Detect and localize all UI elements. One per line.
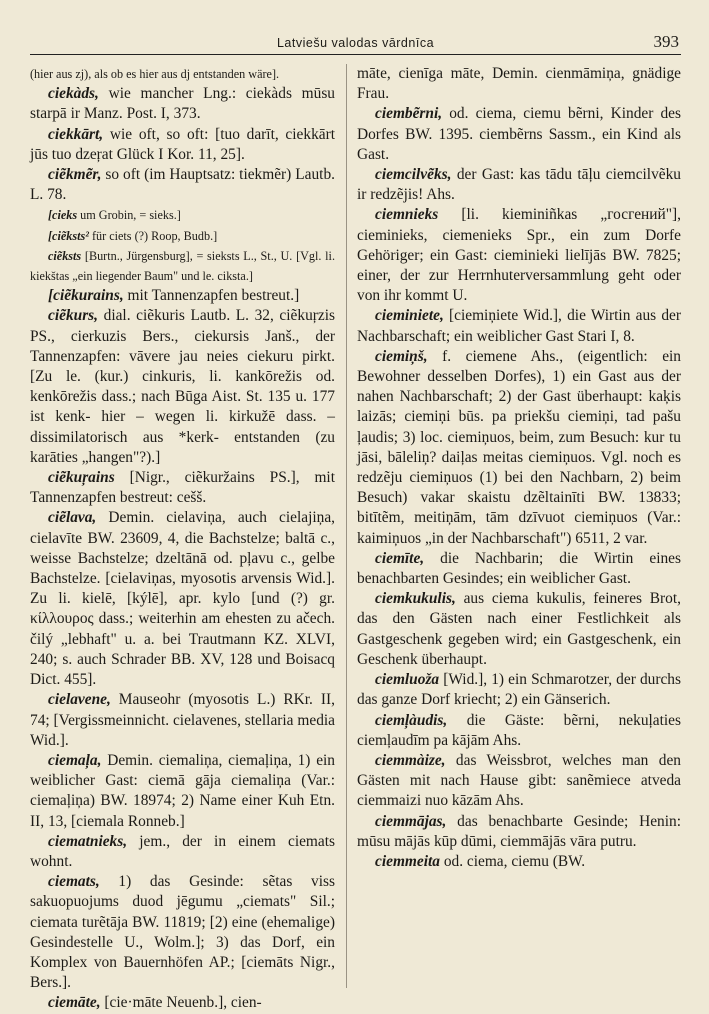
dictionary-entry xyxy=(30,64,335,84)
entry-definition: die Nachbarin; die Wirtin eines benachbarten Gesindes; ein weiblicher Gast. xyxy=(357,549,681,588)
entry-definition: Demin. cielaviņa, auch cielajiņa, cielavīte BW. 23609, 4, die Bachstelze; baltā c., weisse Bachstelze; dzeltānā od. pļavu c., gelbe Bachstelze. [cielaviņas, myosotis arvensis Wid.]. Zu li. kielē, [kýlē], apr. kylo [und (?) gr. κίλλουρος dass.; weiterhin am ehesten zu ačech. čilý „lebhaft" u. a. bei Trautmann KZ. XLVI, 240; s. auch Schrader BB. XV, 128 und Boisacq Dict. 455]. xyxy=(30,509,335,689)
entry-definition: [ciemiņiete Wid.], die Wirtin aus der Nachbarschaft; ein weiblicher Gast Stari I, 8. xyxy=(357,307,681,345)
entry-headword: ciẽksts xyxy=(48,248,82,263)
entry-headword: ciẽkurs, xyxy=(48,307,99,325)
entry-headword: ciemļàudis, xyxy=(375,711,448,729)
entry-definition: māte, cienīga māte, Demin. cienmāmiņa, gnädige Frau. xyxy=(357,65,681,103)
entry-definition: [Nigr., ciẽkuržains PS.], mit Tannenzapfen bestreut: cešš. xyxy=(30,469,335,507)
dictionary-entry xyxy=(357,549,681,589)
dictionary-entry xyxy=(357,711,681,751)
entry-definition: wie mancher Lng.: ciekàds mūsu starpā ir Manz. Post. I, 373. xyxy=(30,85,335,123)
entry-headword: ciekkārt, xyxy=(48,125,104,143)
entry-definition: od. ciema, ciemu bẽrni, Kinder des Dorfes BW. 1395. ciembẽrns Sassm., ein Kind als Gast. xyxy=(357,105,681,163)
entry-headword: ciemkukulis, xyxy=(375,590,456,608)
entry-headword: ciẽlava, xyxy=(48,509,97,527)
right-column xyxy=(357,64,681,990)
entry-headword: ciemiņš, xyxy=(375,347,428,365)
dictionary-entry xyxy=(30,832,335,872)
dictionary-entry xyxy=(30,226,335,246)
running-title: Latviešu valodas vārdnīca xyxy=(276,36,435,50)
dictionary-entry xyxy=(357,165,681,205)
entry-definition: die Gäste: bẽrni, nekuļaties ciemļaudīm pa kājām Ahs. xyxy=(357,711,681,749)
entry-headword: cieminiete, xyxy=(375,307,444,325)
entry-headword: ciẽkuŗains xyxy=(48,469,115,487)
entry-headword: ciemāte, xyxy=(48,994,101,1012)
dictionary-entry xyxy=(357,812,681,852)
entry-headword: ciekàds, xyxy=(48,85,99,103)
entry-definition: so oft (im Hauptsatz: tiekmẽr) Lautb. L. 78. xyxy=(30,166,335,204)
entry-definition: das benachbarte Gesinde; Henin: mūsu mājās kūp dūmi, ciemmājās vāra putru. xyxy=(357,812,681,850)
dictionary-entry xyxy=(357,104,681,165)
entry-definition: mit Tannenzapfen bestreut.] xyxy=(123,287,300,305)
dictionary-entry xyxy=(30,246,335,286)
entry-definition: 1) das Gesinde: sẽtas viss sakuopuojums duod jēgumu „ciemats" Sil.; ciemata turẽtāja BW. 11819; [2) eine (ehemalige) Gesindestelle U., Wolm.]; 3) das Dorf, ein Komplex von Bauernhöfen AP.; [ciemāts Nigr., Bers.]. xyxy=(30,873,335,992)
entry-definition: [Burtn., Jürgensburg], = sieksts L., St., U. [Vgl. li. kiekštas „ein liegender Baum" und le. ciksta.] xyxy=(30,248,335,284)
entry-headword: ciemmàize, xyxy=(375,751,446,769)
dictionary-entry xyxy=(357,205,681,306)
entry-definition: [Wid.], 1) ein Schmarotzer, der durchs das ganze Dorf kriecht; 2) ein Gänserich. xyxy=(357,671,681,709)
dictionary-entry xyxy=(30,751,335,832)
entry-definition: [li. kieminiñkas „госгений"], cieminieks, ciemenieks Spr., ein zum Dorfe Gehöriger; ein Gast: cieminieki lielījās BW. 7825; einer, der zur Herrnhuterversammlung geht oder von ihr kommt U. xyxy=(357,206,681,305)
dictionary-entry xyxy=(357,589,681,670)
entry-definition: das Weissbrot, welches man den Gästen mit nach Hause gibt: sanẽmiece atveda ciemmaizi nuo kāzām Ahs. xyxy=(357,751,681,810)
entry-definition: (hier aus zj), als ob es hier aus dj entstanden wäre]. xyxy=(30,67,280,81)
entry-definition: f. ciemene Ahs., (eigentlich: ein Bewohner desselben Dorfes), 1) ein Gast aus der nahen Nachbarschaft; 2) der Gast überhaupt: kaķis laizās; ciemiņi būs. pa priekšu ciemiņi, tad pašu ļaudis; 3) loc. ciemiņuos, beim, zum Besuch: kur tu jāsi, bāleliņ? daiļas meitas ciemiņuos. Vgl. noch es redzẽju ciemiņuos (1) bei den Nachbarn, 2) beim Besuch) vakar skaistu dzẽltainīti BW. 13833; bitītẽm, meitiņām, tām dzīvuot ciemiņuos (Var.: kaimiņuos „in der Nachbarschaft") 6511, 2 var. xyxy=(357,347,681,547)
entry-headword: ciemats, xyxy=(48,873,100,891)
dictionary-entry xyxy=(357,347,681,549)
entry-definition: Mauseohr (myosotis L.) RKr. II, 74; [Vergissmeinnicht. cielavenes, stellaria media Wid.]. xyxy=(30,691,335,749)
dictionary-entry xyxy=(357,306,681,346)
entry-headword: [cieks xyxy=(48,208,78,223)
entry-headword: ciembẽrni, xyxy=(375,105,443,123)
entry-headword: ciemmājas, xyxy=(375,812,447,830)
dictionary-entry xyxy=(30,165,335,205)
page-number: 393 xyxy=(653,32,679,51)
entry-headword: ciemnieks xyxy=(375,206,439,224)
entry-definition: jem., der in einem ciemats wohnt. xyxy=(30,832,335,870)
dictionary-entry xyxy=(30,84,335,124)
dictionary-entry xyxy=(30,993,335,1013)
entry-definition: der Gast: kas tādu tāļu ciemcilvẽku ir redzẽjis! Ahs. xyxy=(357,166,681,204)
entry-definition: dial. ciẽkuris Lautb. L. 32, ciẽkuŗzis PS., cierkuzis Bers., ciekursis Janš., der Tannenzapfen: vāvere jau neies ciekuru pirkt. [Zu le. (kur.) cinkuris, li. kankōrežis od. kenkōrežis dass.; nach Būga Aist. St. 135 u. 177 ist kenk- hier – wegen li. kirkužē dass. – dissimilatorisch aus *kerk- entstanden (zu karāties „hangen"?).] xyxy=(30,307,335,466)
entry-definition: [cie·māte Neuenb.], cien- xyxy=(100,994,262,1012)
entry-headword: ciemluoža xyxy=(375,671,440,689)
column-divider xyxy=(346,64,347,988)
dictionary-entry xyxy=(357,852,681,872)
page-header xyxy=(30,30,681,55)
dictionary-entry xyxy=(30,306,335,468)
entry-definition: od. ciema, ciemu (BW. xyxy=(439,852,586,870)
dictionary-entry xyxy=(30,872,335,993)
dictionary-entry xyxy=(30,508,335,690)
left-column xyxy=(30,64,335,1012)
entry-headword: ciemīte, xyxy=(375,549,425,567)
entry-headword: ciẽkmẽr, xyxy=(48,166,102,184)
entry-definition: Demin. ciemaliņa, ciemaļiņa, 1) ein weiblicher Gast: ciemā gāja ciemaliņa (Var.: ciemaļiņa) BW. 18974; 2) Name einer Kuh Etn. II, 13, [ciemala Ronneb.] xyxy=(30,751,335,830)
entry-definition: um Grobin, = sieks.] xyxy=(77,208,181,223)
dictionary-entry xyxy=(357,751,681,812)
entry-headword: ciemaļa, xyxy=(48,751,102,769)
entry-headword: [ciẽkurains, xyxy=(48,287,124,305)
dictionary-entry xyxy=(30,468,335,508)
dictionary-entry xyxy=(357,670,681,710)
dictionary-entry xyxy=(357,64,681,104)
dictionary-entry xyxy=(30,205,335,225)
entry-definition: wie oft, so oft: [tuo darīt, ciekkārt jūs tuo dzeŗat Glück I Kor. 11, 25]. xyxy=(30,125,335,163)
dictionary-entry xyxy=(30,125,335,165)
entry-headword: ciemcilvẽks, xyxy=(375,166,452,184)
entry-headword: cielavene, xyxy=(48,691,111,709)
entry-headword: ciematnieks, xyxy=(48,832,128,850)
dictionary-entry xyxy=(30,286,335,306)
entry-headword: [ciẽksts² xyxy=(48,228,89,243)
entry-definition: für ciets (?) Roop, Budb.] xyxy=(88,228,218,243)
entry-definition: aus ciema kukulis, feineres Brot, das den Gästen nach einer Festlichkeit als Gastgeschenk gegeben wird; ein Gastgeschenk, ein Geschenk überhaupt. xyxy=(357,590,681,668)
dictionary-entry xyxy=(30,690,335,751)
entry-headword: ciemmeita xyxy=(375,852,440,870)
